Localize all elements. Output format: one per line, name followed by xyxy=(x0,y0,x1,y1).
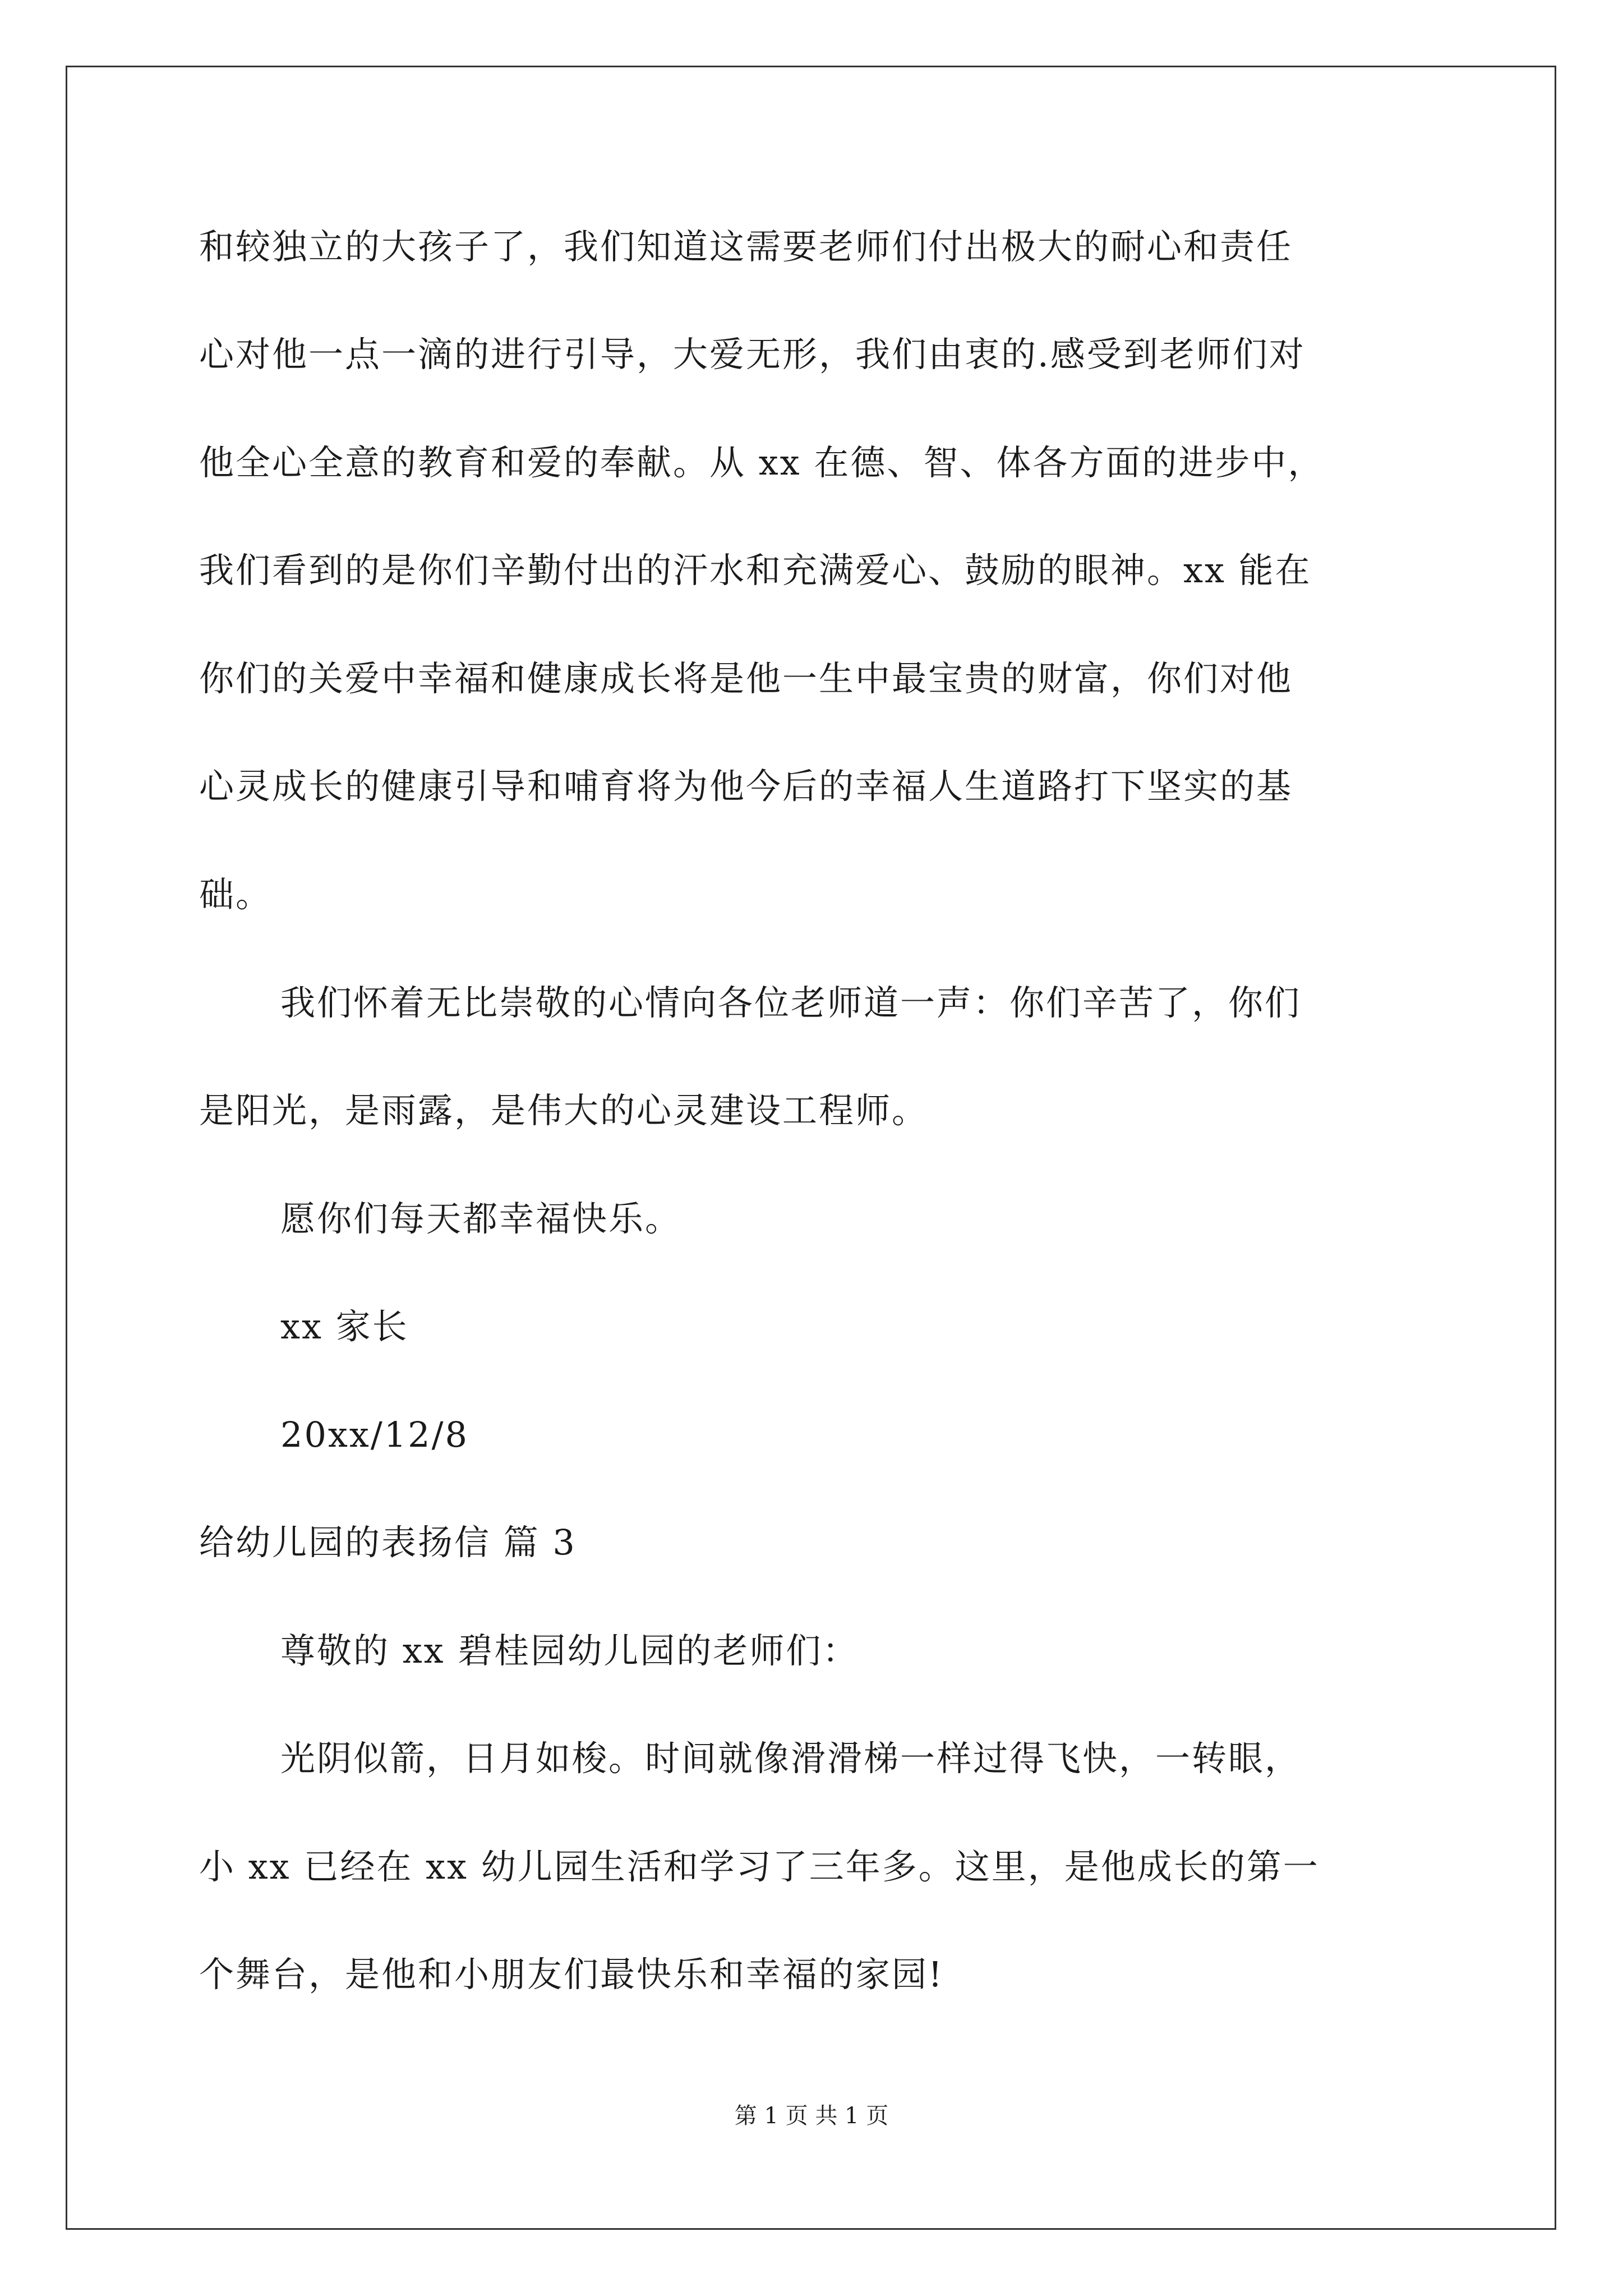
body-text-line: 你们的关爱中幸福和健康成长将是他一生中最宝贵的财富，你们对他 xyxy=(199,658,1293,699)
body-text-line: 和较独立的大孩子了，我们知道这需要老师们付出极大的耐心和责任 xyxy=(199,226,1293,267)
body-text-line: 他全心全意的教育和爱的奉献。从 xx 在德、智、体各方面的进步中， xyxy=(199,442,1325,483)
paragraph-start-line: 我们怀着无比崇敬的心情向各位老师道一声：你们辛苦了，你们 xyxy=(280,982,1302,1023)
salutation: 尊敬的 xx 碧桂园幼儿园的老师们： xyxy=(280,1630,859,1671)
body-text-line: 我们看到的是你们辛勤付出的汗水和充满爱心、鼓励的眼神。xx 能在 xyxy=(199,550,1312,591)
body-text-line: 是阳光，是雨露，是伟大的心灵建设工程师。 xyxy=(199,1090,929,1131)
body-text-line: 个舞台，是他和小朋友们最快乐和幸福的家园! xyxy=(199,1954,944,1995)
letter-date: 20xx/12/8 xyxy=(280,1414,469,1455)
section-heading: 给幼儿园的表扬信 篇 3 xyxy=(199,1522,577,1563)
body-text-line: 心对他一点一滴的进行引导，大爱无形，我们由衷的.感受到老师们对 xyxy=(199,334,1306,375)
page-footer: 第 1 页 共 1 页 xyxy=(734,2103,889,2129)
page-border xyxy=(66,66,1556,2230)
closing-wish: 愿你们每天都幸福快乐。 xyxy=(280,1198,682,1239)
body-text-line: 础。 xyxy=(199,874,273,915)
body-text-line: 小 xx 已经在 xx 幼儿园生活和学习了三年多。这里，是他成长的第一 xyxy=(199,1846,1320,1887)
paragraph-start-line: 光阴似箭，日月如梭。时间就像滑滑梯一样过得飞快，一转眼， xyxy=(280,1738,1302,1779)
signature: xx 家长 xyxy=(280,1306,409,1347)
body-text-line: 心灵成长的健康引导和哺育将为他今后的幸福人生道路打下坚实的基 xyxy=(199,766,1293,807)
